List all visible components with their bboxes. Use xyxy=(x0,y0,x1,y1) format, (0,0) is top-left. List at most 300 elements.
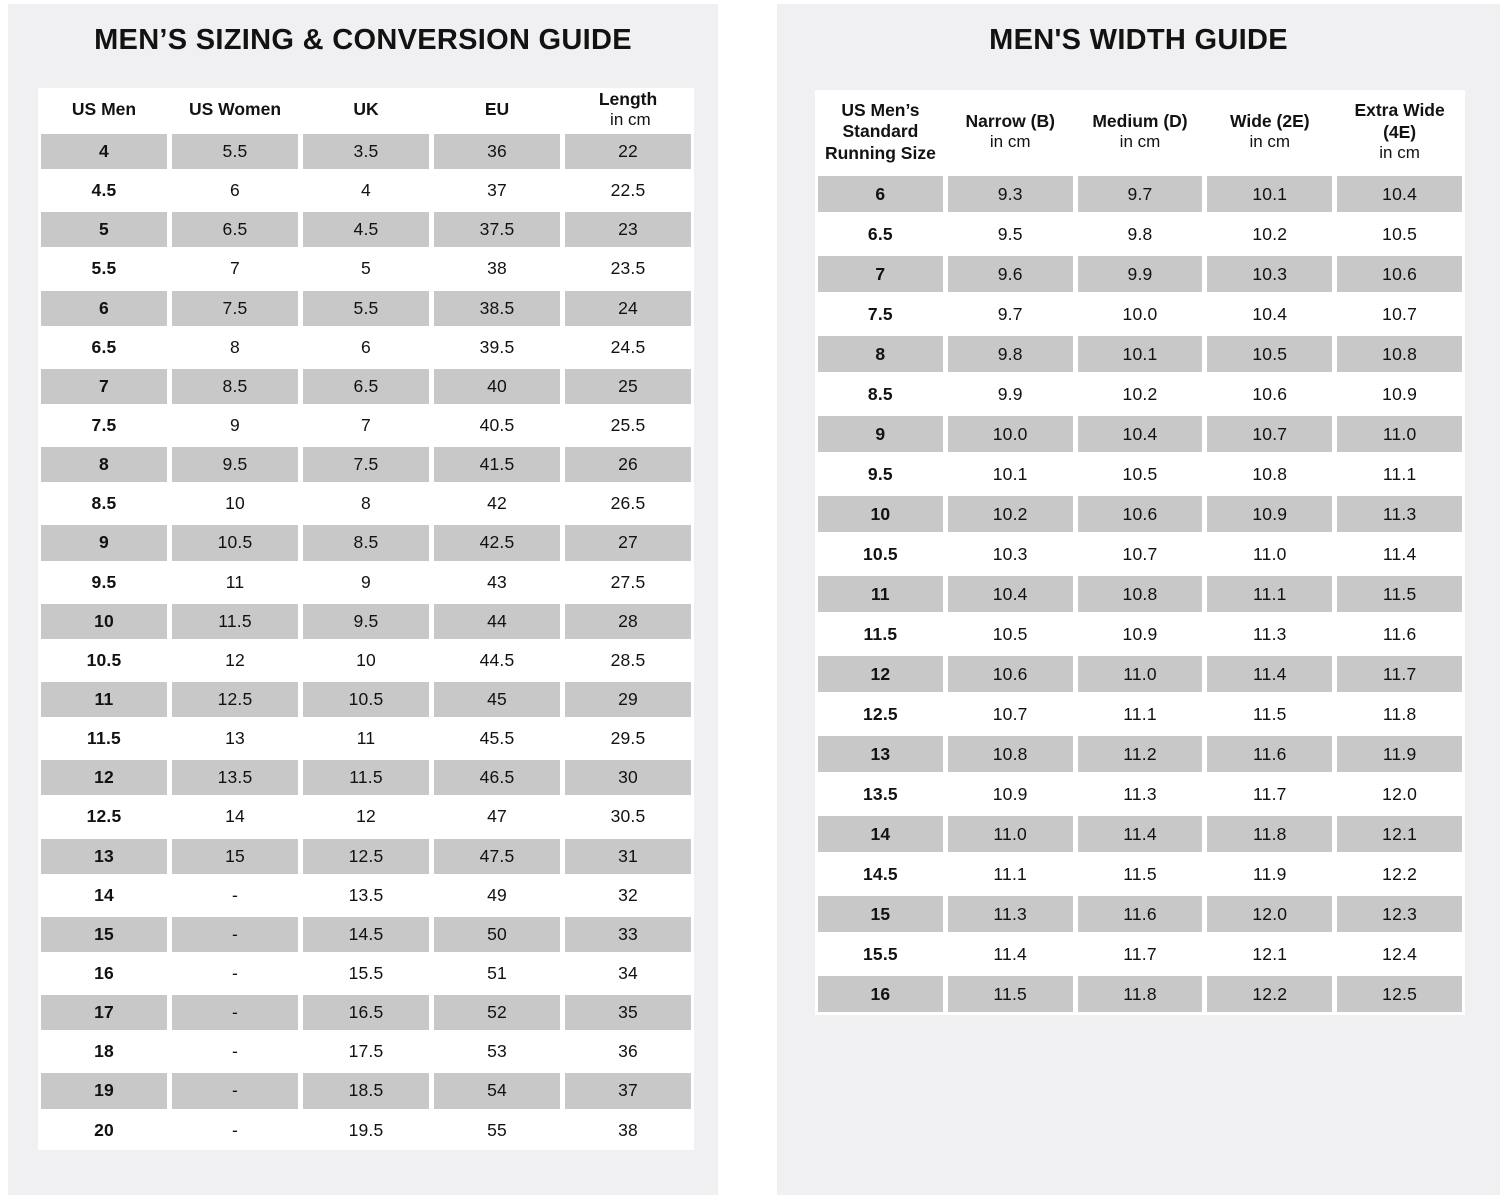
column-header: UK xyxy=(353,99,379,120)
table-cell: 30 xyxy=(565,760,691,795)
table-cell: 12.5 xyxy=(862,703,898,724)
table-cell: 28.5 xyxy=(610,649,646,670)
table-cell: 11.5 xyxy=(87,728,121,749)
table-cell: 10.3 xyxy=(992,543,1028,564)
table-row xyxy=(41,445,691,484)
table-cell: 10.7 xyxy=(1382,303,1418,324)
table-cell: 9.9 xyxy=(997,383,1023,404)
table-cell: 33 xyxy=(565,917,691,952)
table-cell: 9.9 xyxy=(1078,256,1203,292)
table-cell: 45.5 xyxy=(479,728,515,749)
table-cell: 53 xyxy=(487,1041,507,1062)
table-cell: 5 xyxy=(41,212,167,247)
table-cell: 11 xyxy=(41,682,167,717)
table-cell: 29 xyxy=(565,682,691,717)
table-cell: 10.3 xyxy=(1207,256,1332,292)
table-cell: 18.5 xyxy=(303,1073,429,1108)
table-cell: 12.1 xyxy=(1252,943,1288,964)
table-cell: 14 xyxy=(818,816,943,852)
table-cell: - xyxy=(231,963,239,984)
table-cell: 27 xyxy=(565,525,691,560)
sizing-guide-header-row xyxy=(41,88,691,132)
table-row xyxy=(41,406,691,445)
table-cell: 28 xyxy=(565,604,691,639)
table-cell: 11.7 xyxy=(1337,656,1462,692)
table-cell: 7 xyxy=(361,415,371,436)
table-cell: 11.4 xyxy=(1078,816,1203,852)
table-cell: 11.5 xyxy=(303,760,429,795)
table-cell: 46.5 xyxy=(434,760,560,795)
table-cell: 39.5 xyxy=(479,336,515,357)
table-cell: 47 xyxy=(487,806,507,827)
table-cell: 4 xyxy=(361,180,371,201)
table-cell: 10 xyxy=(41,604,167,639)
table-cell: 9.5 xyxy=(303,604,429,639)
table-cell: 12 xyxy=(356,806,376,827)
table-cell: 37.5 xyxy=(434,212,560,247)
table-cell: 44 xyxy=(434,604,560,639)
table-cell: 11.3 xyxy=(1337,496,1462,532)
table-cell: 10.7 xyxy=(1207,416,1332,452)
table-cell: 22.5 xyxy=(610,180,646,201)
table-cell: 11.2 xyxy=(1078,736,1203,772)
table-cell: 9.8 xyxy=(948,336,1073,372)
table-cell: 3.5 xyxy=(303,134,429,169)
table-cell: 51 xyxy=(487,963,507,984)
sizing-guide-rows xyxy=(41,132,691,1150)
table-cell: 30.5 xyxy=(610,806,646,827)
sizing-guide-table xyxy=(38,88,694,1150)
table-cell: 20 xyxy=(94,1119,114,1140)
table-row xyxy=(818,614,1462,654)
table-cell: 11.5 xyxy=(863,623,898,644)
table-cell: 9.6 xyxy=(948,256,1073,292)
table-cell: 10.5 xyxy=(86,649,122,670)
table-cell: 9.5 xyxy=(997,223,1023,244)
table-row xyxy=(818,494,1462,534)
table-cell: 11 xyxy=(225,571,245,592)
table-cell: 11.4 xyxy=(993,943,1027,964)
table-row xyxy=(818,734,1462,774)
table-cell: 34 xyxy=(618,963,638,984)
table-row xyxy=(818,854,1462,894)
table-row xyxy=(41,993,691,1032)
table-cell: 5.5 xyxy=(91,258,117,279)
table-cell: 12.0 xyxy=(1382,783,1418,804)
table-cell: 10 xyxy=(818,496,943,532)
table-row xyxy=(818,254,1462,294)
table-cell: 25 xyxy=(565,369,691,404)
table-row xyxy=(41,484,691,523)
table-cell: 11.1 xyxy=(1123,703,1157,724)
table-cell: 12.0 xyxy=(1207,896,1332,932)
table-cell: 7.5 xyxy=(91,415,117,436)
table-cell: 10.5 xyxy=(862,543,898,564)
table-cell: 10.4 xyxy=(948,576,1073,612)
table-cell: 12.4 xyxy=(1382,943,1418,964)
table-cell: 10.8 xyxy=(1252,463,1288,484)
table-cell: 6 xyxy=(361,336,371,357)
table-cell: 10.8 xyxy=(1337,336,1462,372)
table-cell: 8.5 xyxy=(91,493,117,514)
table-cell: 11.1 xyxy=(1207,576,1332,612)
table-cell: 17 xyxy=(41,995,167,1030)
table-cell: 6.5 xyxy=(91,336,117,357)
table-cell: 12.1 xyxy=(1337,816,1462,852)
table-cell: 10.1 xyxy=(992,463,1028,484)
table-cell: 12.5 xyxy=(1337,976,1462,1012)
table-cell: 26.5 xyxy=(610,493,646,514)
table-cell: 10.5 xyxy=(1122,463,1158,484)
table-cell: 6.5 xyxy=(172,212,298,247)
table-row xyxy=(41,367,691,406)
table-cell: 11.0 xyxy=(1253,543,1287,564)
table-cell: 11.0 xyxy=(1078,656,1203,692)
table-cell: 10.6 xyxy=(1078,496,1203,532)
table-cell: 10.1 xyxy=(1207,176,1332,212)
table-cell: - xyxy=(231,1041,239,1062)
table-cell: 6.5 xyxy=(303,369,429,404)
table-row xyxy=(41,1032,691,1071)
table-cell: 19 xyxy=(41,1073,167,1108)
table-cell: 9 xyxy=(361,571,371,592)
table-cell: 47.5 xyxy=(434,839,560,874)
table-cell: 22 xyxy=(565,134,691,169)
table-cell: 10 xyxy=(356,649,376,670)
column-header: Extra Wide (4E) in cm xyxy=(1354,100,1445,162)
table-cell: 40 xyxy=(434,369,560,404)
table-cell: 40.5 xyxy=(479,415,515,436)
column-header: Length in cm xyxy=(598,88,658,130)
table-cell: 54 xyxy=(434,1073,560,1108)
table-cell: 7.5 xyxy=(172,291,298,326)
table-row xyxy=(818,814,1462,854)
table-cell: 11.6 xyxy=(1078,896,1203,932)
table-cell: 36 xyxy=(434,134,560,169)
table-cell: 14.5 xyxy=(303,917,429,952)
table-cell: 10.2 xyxy=(1252,223,1288,244)
table-cell: 15.5 xyxy=(862,943,898,964)
table-cell: 11 xyxy=(818,576,943,612)
table-cell: 32 xyxy=(618,884,638,905)
table-cell: 29.5 xyxy=(610,728,646,749)
table-cell: 15.5 xyxy=(348,963,384,984)
table-row xyxy=(818,174,1462,214)
table-row xyxy=(41,876,691,915)
table-cell: 42.5 xyxy=(434,525,560,560)
table-cell: 13.5 xyxy=(348,884,384,905)
table-cell: 7 xyxy=(230,258,240,279)
table-cell: 4.5 xyxy=(303,212,429,247)
table-cell: 10.9 xyxy=(1207,496,1332,532)
table-row xyxy=(41,602,691,641)
table-row xyxy=(818,374,1462,414)
table-cell: 9.7 xyxy=(997,303,1023,324)
table-cell: 14 xyxy=(225,806,245,827)
table-cell: 10.5 xyxy=(1382,223,1418,244)
table-cell: 10.1 xyxy=(1078,336,1203,372)
table-row xyxy=(41,171,691,210)
table-cell: 17.5 xyxy=(348,1041,384,1062)
table-cell: 11.8 xyxy=(1078,976,1203,1012)
table-row xyxy=(41,132,691,171)
sizing-guide-title: MEN’S SIZING & CONVERSION GUIDE xyxy=(94,24,632,56)
table-row xyxy=(41,289,691,328)
table-cell: 10.6 xyxy=(948,656,1073,692)
table-cell: 19.5 xyxy=(348,1119,384,1140)
table-row xyxy=(818,214,1462,254)
table-cell: 18 xyxy=(94,1041,114,1062)
table-cell: 16.5 xyxy=(303,995,429,1030)
table-cell: 16 xyxy=(818,976,943,1012)
table-cell: 13.5 xyxy=(862,783,898,804)
table-row xyxy=(41,328,691,367)
table-cell: 55 xyxy=(487,1119,507,1140)
table-cell: 10.6 xyxy=(1337,256,1462,292)
table-cell: - xyxy=(231,884,239,905)
table-cell: 13 xyxy=(818,736,943,772)
table-cell: 8 xyxy=(361,493,371,514)
table-cell: 41.5 xyxy=(434,447,560,482)
table-cell: 10.4 xyxy=(1252,303,1288,324)
width-guide-table xyxy=(815,90,1465,1015)
table-cell: 8.5 xyxy=(172,369,298,404)
table-cell: 43 xyxy=(487,571,507,592)
column-header: US Women xyxy=(188,99,282,120)
table-cell: 8.5 xyxy=(303,525,429,560)
table-row xyxy=(41,797,691,836)
table-cell: 4 xyxy=(41,134,167,169)
table-cell: 37 xyxy=(565,1073,691,1108)
table-cell: 10.9 xyxy=(1382,383,1418,404)
table-cell: 10.0 xyxy=(948,416,1073,452)
table-cell: 11.3 xyxy=(948,896,1073,932)
table-cell: - xyxy=(231,1119,239,1140)
table-cell: 11.5 xyxy=(1123,863,1157,884)
table-cell: - xyxy=(172,995,298,1030)
table-cell: - xyxy=(172,917,298,952)
table-cell: - xyxy=(172,1073,298,1108)
table-cell: 9.5 xyxy=(172,447,298,482)
table-cell: 5.5 xyxy=(303,291,429,326)
table-cell: 45 xyxy=(434,682,560,717)
table-cell: 26 xyxy=(565,447,691,482)
table-cell: 37 xyxy=(487,180,507,201)
table-cell: 10.5 xyxy=(172,525,298,560)
table-cell: 35 xyxy=(565,995,691,1030)
table-cell: 6 xyxy=(230,180,240,201)
table-cell: 10.2 xyxy=(948,496,1073,532)
table-cell: 11.0 xyxy=(948,816,1073,852)
table-cell: 12 xyxy=(225,649,245,670)
table-cell: 14.5 xyxy=(862,863,898,884)
table-cell: 11.5 xyxy=(1253,703,1287,724)
table-row xyxy=(41,915,691,954)
column-header: EU xyxy=(484,99,510,120)
table-row xyxy=(41,758,691,797)
table-cell: 10.8 xyxy=(1078,576,1203,612)
table-cell: 8 xyxy=(230,336,240,357)
table-cell: 8 xyxy=(818,336,943,372)
table-cell: 12.2 xyxy=(1207,976,1332,1012)
table-row xyxy=(818,574,1462,614)
table-cell: 5 xyxy=(361,258,371,279)
table-cell: 12 xyxy=(41,760,167,795)
table-cell: 14 xyxy=(94,884,114,905)
table-cell: 15 xyxy=(41,917,167,952)
table-cell: 23.5 xyxy=(610,258,646,279)
table-cell: 10.5 xyxy=(1207,336,1332,372)
table-cell: 9.5 xyxy=(91,571,117,592)
table-cell: 8.5 xyxy=(867,383,893,404)
table-cell: 11.0 xyxy=(1337,416,1462,452)
table-cell: 9.5 xyxy=(867,463,893,484)
table-row xyxy=(41,563,691,602)
table-cell: 31 xyxy=(565,839,691,874)
table-cell: 38 xyxy=(618,1119,638,1140)
table-cell: 10.7 xyxy=(992,703,1028,724)
table-cell: 9.7 xyxy=(1078,176,1203,212)
table-cell: 24.5 xyxy=(610,336,646,357)
column-header: Medium (D) in cm xyxy=(1092,110,1188,152)
table-cell: 7.5 xyxy=(867,303,893,324)
table-row xyxy=(41,1111,691,1150)
width-guide-header-row xyxy=(818,90,1462,174)
table-cell: 9.8 xyxy=(1127,223,1153,244)
table-cell: 11.3 xyxy=(1123,783,1157,804)
table-cell: 9 xyxy=(41,525,167,560)
table-row xyxy=(41,837,691,876)
table-row xyxy=(41,641,691,680)
table-cell: 10.5 xyxy=(303,682,429,717)
table-cell: 11.7 xyxy=(1123,943,1157,964)
table-row xyxy=(41,523,691,562)
table-cell: 27.5 xyxy=(610,571,646,592)
table-cell: 11.8 xyxy=(1382,703,1417,724)
table-cell: 7 xyxy=(818,256,943,292)
table-cell: 11 xyxy=(356,728,376,749)
table-cell: 9 xyxy=(230,415,240,436)
table-cell: 10.9 xyxy=(1122,623,1158,644)
table-cell: 12 xyxy=(818,656,943,692)
width-guide-title: MEN'S WIDTH GUIDE xyxy=(989,24,1288,56)
table-row xyxy=(818,414,1462,454)
table-row xyxy=(818,534,1462,574)
table-row xyxy=(41,210,691,249)
table-cell: 11.5 xyxy=(1337,576,1462,612)
table-cell: 9.3 xyxy=(948,176,1073,212)
table-row xyxy=(818,694,1462,734)
table-cell: 4.5 xyxy=(91,180,117,201)
table-cell: 50 xyxy=(434,917,560,952)
table-cell: 12.2 xyxy=(1382,863,1418,884)
table-row xyxy=(818,454,1462,494)
table-cell: 10.9 xyxy=(992,783,1028,804)
table-cell: 10.4 xyxy=(1337,176,1462,212)
width-guide-rows xyxy=(818,174,1462,1014)
table-row xyxy=(41,954,691,993)
table-cell: 10.6 xyxy=(1252,383,1288,404)
table-cell: 10 xyxy=(225,493,245,514)
table-cell: 11.6 xyxy=(1382,623,1417,644)
table-cell: 6 xyxy=(818,176,943,212)
table-cell: 12.5 xyxy=(86,806,122,827)
table-row xyxy=(41,680,691,719)
table-cell: 15 xyxy=(172,839,298,874)
table-cell: 13.5 xyxy=(172,760,298,795)
table-cell: 10.4 xyxy=(1078,416,1203,452)
table-cell: 10.2 xyxy=(1122,383,1158,404)
table-cell: 52 xyxy=(434,995,560,1030)
table-cell: 11.6 xyxy=(1207,736,1332,772)
table-cell: 10.0 xyxy=(1122,303,1158,324)
table-cell: 23 xyxy=(565,212,691,247)
table-cell: 11.5 xyxy=(948,976,1073,1012)
table-cell: 38.5 xyxy=(434,291,560,326)
table-cell: 5.5 xyxy=(172,134,298,169)
table-cell: 11.1 xyxy=(1382,463,1417,484)
table-row xyxy=(818,334,1462,374)
column-header: US Men’s Standard Running Size xyxy=(824,99,936,163)
table-row xyxy=(818,294,1462,334)
table-cell: 10.5 xyxy=(992,623,1028,644)
table-cell: 10.7 xyxy=(1122,543,1158,564)
table-cell: 13 xyxy=(225,728,245,749)
table-row xyxy=(818,974,1462,1014)
table-row xyxy=(41,249,691,288)
table-cell: 12.3 xyxy=(1337,896,1462,932)
table-cell: 13 xyxy=(41,839,167,874)
table-row xyxy=(818,654,1462,694)
table-cell: 42 xyxy=(487,493,507,514)
column-header: Narrow (B) in cm xyxy=(965,110,1055,152)
table-cell: 16 xyxy=(94,963,114,984)
table-cell: 11.8 xyxy=(1207,816,1332,852)
table-row xyxy=(41,1071,691,1110)
table-row xyxy=(818,934,1462,974)
table-cell: 11.4 xyxy=(1207,656,1332,692)
table-cell: 7.5 xyxy=(303,447,429,482)
table-cell: 9 xyxy=(818,416,943,452)
table-cell: 11.5 xyxy=(172,604,298,639)
table-row xyxy=(818,774,1462,814)
table-cell: 11.3 xyxy=(1253,623,1287,644)
table-cell: 11.1 xyxy=(993,863,1027,884)
table-cell: 15 xyxy=(818,896,943,932)
table-cell: 49 xyxy=(487,884,507,905)
table-cell: 8 xyxy=(41,447,167,482)
table-cell: 6 xyxy=(41,291,167,326)
table-cell: 6.5 xyxy=(867,223,893,244)
table-cell: 12.5 xyxy=(172,682,298,717)
table-cell: 11.9 xyxy=(1253,863,1287,884)
table-cell: 25.5 xyxy=(610,415,646,436)
table-cell: 36 xyxy=(618,1041,638,1062)
table-cell: 11.4 xyxy=(1382,543,1417,564)
column-header: US Men xyxy=(71,99,137,120)
table-row xyxy=(41,719,691,758)
table-cell: 24 xyxy=(565,291,691,326)
table-cell: 38 xyxy=(487,258,507,279)
width-guide-panel xyxy=(777,4,1500,1195)
table-cell: 11.7 xyxy=(1253,783,1287,804)
table-cell: 10.8 xyxy=(948,736,1073,772)
table-cell: 44.5 xyxy=(479,649,515,670)
sizing-conversion-guide-panel xyxy=(8,4,718,1195)
table-cell: 7 xyxy=(41,369,167,404)
column-header: Wide (2E) in cm xyxy=(1230,110,1310,152)
table-row xyxy=(818,894,1462,934)
